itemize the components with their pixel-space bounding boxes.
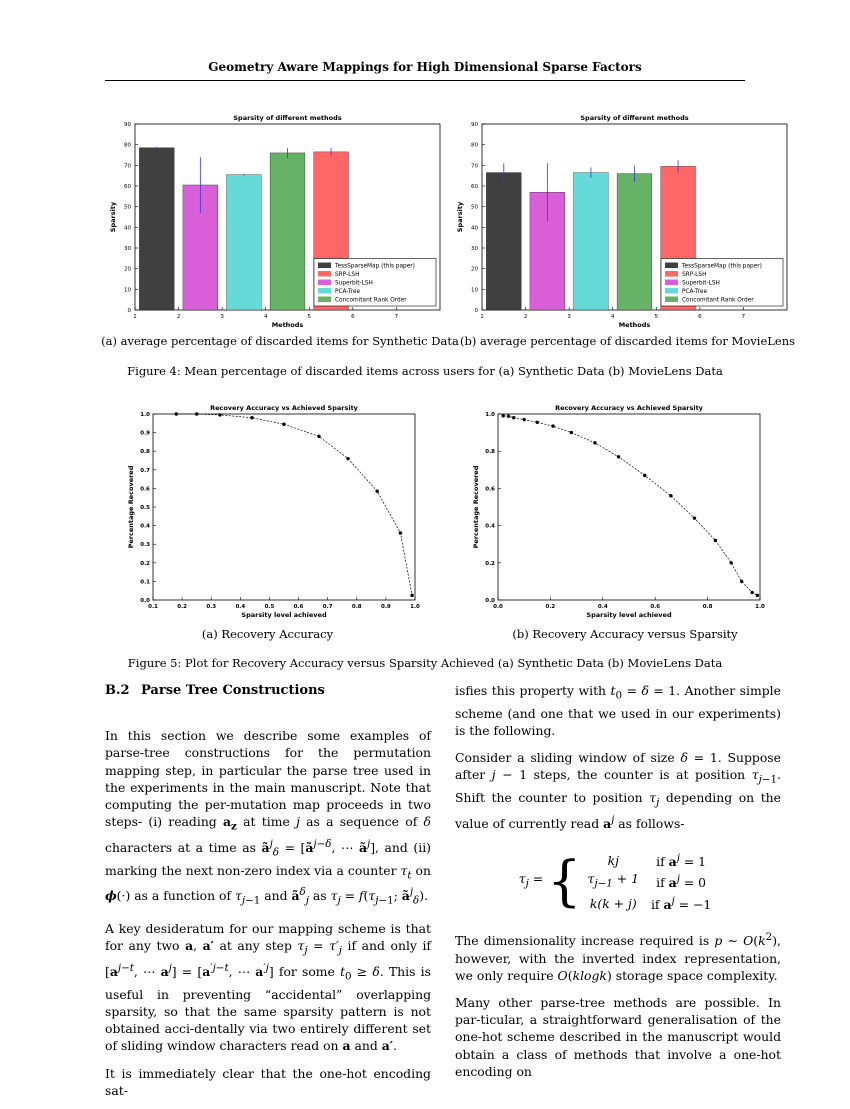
y-tick-label: 0 [474, 308, 478, 314]
x-axis-label: Methods [618, 321, 651, 329]
data-point [410, 594, 413, 597]
right-column [455, 682, 781, 1090]
legend-label: PCA-Tree [682, 289, 708, 295]
y-tick-label: 10 [471, 287, 478, 294]
y-tick-label: 30 [471, 246, 478, 252]
y-tick-label: 1.0 [140, 412, 150, 418]
bar [270, 153, 305, 310]
data-point [643, 474, 646, 477]
legend-label: Concomitant Rank Order [335, 297, 407, 304]
running-header: Geometry Aware Mappings for High Dimensional Sparse Factors [208, 60, 642, 74]
x-tick-label: 0.6 [293, 604, 304, 610]
y-axis-label: Sparsity [109, 201, 117, 233]
x-tick-label: 6 [698, 314, 702, 320]
paragraph: A key desideratum for our mapping scheme is that for any two a, a′ at any step $\tau_j = \tau'_j$ if and only if [$a^{j-t}$, ⋯ $a^j] = [a^{'j-t}$, ⋯ $a^{'j}$] for some $t_0 \ge \delta$. This is useful in preventing “accidental” overlapping sparsity, so that the same sparsity pattern is not obtained acci-dentally via two entirely different set of sliding window characters read on a and a′. [105, 921, 432, 1054]
y-tick-label: 0.7 [140, 467, 150, 474]
x-tick-label: 0.1 [148, 604, 158, 610]
section-heading [105, 682, 431, 699]
data-point [740, 580, 743, 583]
y-tick-label: 0.4 [485, 523, 495, 530]
data-point [195, 412, 198, 415]
x-tick-label: 3 [567, 314, 571, 320]
equation-tau: $\tau_j$ ={ kj if $a^j = 1$ $\tau_{j-1} + 1$ if $a^j = 0$ k(k + j) if $a^j = -1$ [518, 849, 712, 913]
chart-title: Recovery Accuracy vs Achieved Sparsity [555, 404, 703, 412]
x-axis-label: Sparsity level achieved [241, 611, 327, 619]
data-point [399, 531, 402, 534]
y-tick-label: 0 [127, 308, 131, 314]
y-tick-label: 0.2 [485, 560, 495, 567]
x-tick-label: 6 [351, 314, 355, 320]
y-tick-label: 10 [124, 287, 131, 294]
x-tick-label: 0.2 [545, 604, 556, 610]
data-point [756, 594, 759, 597]
legend-swatch [318, 288, 331, 294]
x-tick-label: 0.0 [493, 604, 503, 610]
figure-5-caption: Figure 5: Plot for Recovery Accuracy versus Sparsity Achieved (a) Synthetic Data (b) MovieLens Data [127, 656, 723, 670]
x-tick-label: 7 [394, 314, 399, 320]
x-tick-label: 3 [220, 314, 224, 320]
x-tick-label: 0.8 [351, 604, 362, 610]
x-tick-label: 0.2 [177, 604, 187, 610]
data-point [502, 414, 505, 417]
x-tick-label: 5 [654, 314, 659, 320]
figure-4a-bar-chart [105, 112, 450, 332]
bar [486, 173, 521, 310]
data-point [551, 424, 554, 427]
y-tick-label: 0.2 [140, 560, 150, 567]
y-tick-label: 0.9 [140, 430, 150, 437]
plot-frame [498, 414, 760, 600]
header-rule [105, 80, 745, 81]
y-tick-label: 90 [124, 122, 131, 128]
x-tick-label: 4 [263, 314, 268, 320]
y-axis-label: Sparsity [456, 201, 464, 233]
data-point [218, 413, 221, 416]
data-point [617, 455, 620, 458]
data-point [536, 421, 539, 424]
data-point [729, 561, 732, 564]
legend-swatch [665, 297, 678, 303]
data-point [507, 415, 510, 418]
data-point [593, 441, 596, 444]
y-tick-label: 0.0 [485, 598, 495, 604]
y-tick-label: 40 [124, 225, 131, 232]
x-tick-label: 4 [610, 314, 615, 320]
data-point [669, 494, 672, 497]
legend-swatch [665, 280, 678, 286]
y-tick-label: 90 [471, 122, 478, 128]
figure-4a-subcaption: (a) average percentage of discarded items for Synthetic Data [101, 334, 459, 348]
legend-label: Superbit-LSH [335, 280, 373, 287]
legend-swatch [318, 263, 331, 269]
x-tick-label: 5 [307, 314, 312, 320]
legend-label: PCA-Tree [335, 289, 361, 295]
x-axis-label: Methods [271, 321, 304, 329]
series-line [176, 414, 412, 595]
x-tick-label: 1.0 [410, 604, 420, 610]
legend-label: SRP-LSH [682, 272, 707, 278]
x-tick-label: 0.4 [597, 604, 608, 610]
bar [617, 174, 652, 310]
y-tick-label: 1.0 [485, 412, 495, 418]
legend-label: SRP-LSH [335, 272, 360, 278]
figure-5a-line-chart [115, 404, 420, 619]
figure-5b-line-chart [460, 404, 770, 619]
legend-label: TessSparseMap (this paper) [682, 263, 762, 270]
y-tick-label: 0.8 [485, 449, 495, 456]
left-column [105, 682, 431, 1109]
y-tick-label: 80 [124, 142, 131, 149]
bar [574, 173, 609, 310]
x-tick-label: 7 [741, 314, 746, 320]
y-axis-label: Percentage Recovered [472, 465, 480, 549]
legend-swatch [318, 271, 331, 277]
x-tick-label: 0.3 [206, 604, 217, 610]
y-tick-label: 0.5 [140, 505, 150, 511]
legend-swatch [318, 297, 331, 303]
y-tick-label: 20 [471, 266, 478, 273]
x-axis-label: Sparsity level achieved [586, 611, 672, 619]
data-point [750, 591, 753, 594]
y-tick-label: 50 [471, 204, 478, 211]
y-tick-label: 60 [124, 184, 131, 190]
legend-swatch [665, 271, 678, 277]
x-tick-label: 0.6 [650, 604, 661, 610]
data-point [375, 489, 378, 492]
x-tick-label: 0.4 [235, 604, 246, 610]
y-axis-label: Percentage Recovered [127, 465, 135, 549]
y-tick-label: 0.8 [140, 449, 150, 456]
y-tick-label: 0.1 [140, 579, 150, 586]
figure-5b-subcaption: (b) Recovery Accuracy versus Sparsity [512, 627, 738, 641]
y-tick-label: 0.0 [140, 598, 150, 604]
y-tick-label: 40 [471, 225, 478, 232]
x-tick-label: 2 [176, 314, 181, 320]
paragraph: isfies this property with $t_0 = \delta = 1$. Another simple scheme (and one that we used in our experiments) is the following. [455, 683, 781, 738]
paragraph: Consider a sliding window of size δ = 1. Suppose after j − 1 steps, the counter is at position $\tau_{j-1}$. Shift the counter to position $\tau_j$ depending on the value of currently read $a^j$ as follows- [455, 750, 781, 831]
data-point [570, 431, 573, 434]
y-tick-label: 0.6 [485, 486, 495, 493]
x-tick-label: 0.7 [322, 604, 333, 610]
bar [139, 148, 174, 310]
y-tick-label: 0.3 [140, 542, 150, 549]
figure-4b-subcaption: (b) average percentage of discarded items for MovieLens [459, 334, 796, 348]
x-tick-label: 1 [133, 314, 137, 320]
data-point [523, 418, 526, 421]
data-point [512, 416, 515, 419]
legend-label: Superbit-LSH [682, 280, 720, 287]
section-number: B.2 [105, 683, 130, 698]
y-tick-label: 0.6 [140, 486, 150, 493]
x-tick-label: 2 [523, 314, 528, 320]
data-point [714, 539, 717, 542]
data-point [317, 435, 320, 438]
y-tick-label: 70 [124, 163, 131, 170]
y-tick-label: 20 [124, 266, 131, 273]
y-tick-label: 70 [471, 163, 478, 170]
figure-5a-subcaption: (a) Recovery Accuracy [201, 627, 334, 641]
paragraph: In this section we describe some examples of parse-tree constructions for the permutation mapping step, in particular the parse tree used in the experiments in the main manuscript. Note that computing the per-mutation map proceeds in two steps- (i) reading $a_z$ at time j as a sequence of δ characters at a time as $ã^j_\delta$ = [$ã^{j-\delta}$, ⋯ $ã^j$], and (ii) marking the next non-zero index via a counter $\tau_t$ on ϕ(·) as a function of $\tau_{j-1}$ and $ã^\delta_j$ as $\tau_j = f(\tau_{j-1}$; $ã^j_\delta$). [105, 728, 432, 907]
data-point [250, 416, 253, 419]
section-title: Parse Tree Constructions [141, 683, 325, 698]
y-tick-label: 0.4 [140, 523, 150, 530]
figure-4b-bar-chart [452, 112, 797, 332]
data-point [282, 423, 285, 426]
y-tick-label: 60 [471, 184, 478, 190]
data-point [693, 516, 696, 519]
x-tick-label: 0.9 [381, 604, 391, 610]
paragraph: It is immediately clear that the one-hot encoding sat- [105, 1065, 431, 1098]
x-tick-label: 1 [480, 314, 484, 320]
chart-title: Sparsity of different methods [580, 114, 689, 122]
y-tick-label: 80 [471, 142, 478, 149]
x-tick-label: 0.5 [264, 604, 275, 610]
series-line [503, 416, 757, 595]
x-tick-label: 0.8 [702, 604, 713, 610]
y-tick-label: 30 [124, 246, 131, 252]
data-point [175, 412, 178, 415]
legend-swatch [318, 280, 331, 286]
legend-label: Concomitant Rank Order [682, 297, 754, 304]
legend-swatch [665, 288, 678, 294]
y-tick-label: 50 [124, 204, 131, 211]
data-point [346, 457, 349, 460]
chart-title: Sparsity of different methods [233, 114, 342, 122]
figure-4-caption: Figure 4: Mean percentage of discarded items across users for (a) Synthetic Data (b) MovieLens Data [127, 364, 723, 378]
legend-swatch [665, 263, 678, 269]
plot-frame [153, 414, 415, 600]
paragraph: Many other parse-tree methods are possible. In par-ticular, a straightforward generalisation of the one-hot scheme described in the manuscript would obtain a class of methods that involve a one-hot encoding on [455, 995, 781, 1079]
paragraph: The dimensionality increase required is p ∼ $O(k^2)$, however, with the inverted index representation, we only require O(klogk) storage space complexity. [455, 931, 781, 983]
chart-title: Recovery Accuracy vs Achieved Sparsity [210, 404, 358, 412]
legend-label: TessSparseMap (this paper) [335, 263, 415, 270]
bar [227, 175, 262, 310]
x-tick-label: 1.0 [755, 604, 765, 610]
